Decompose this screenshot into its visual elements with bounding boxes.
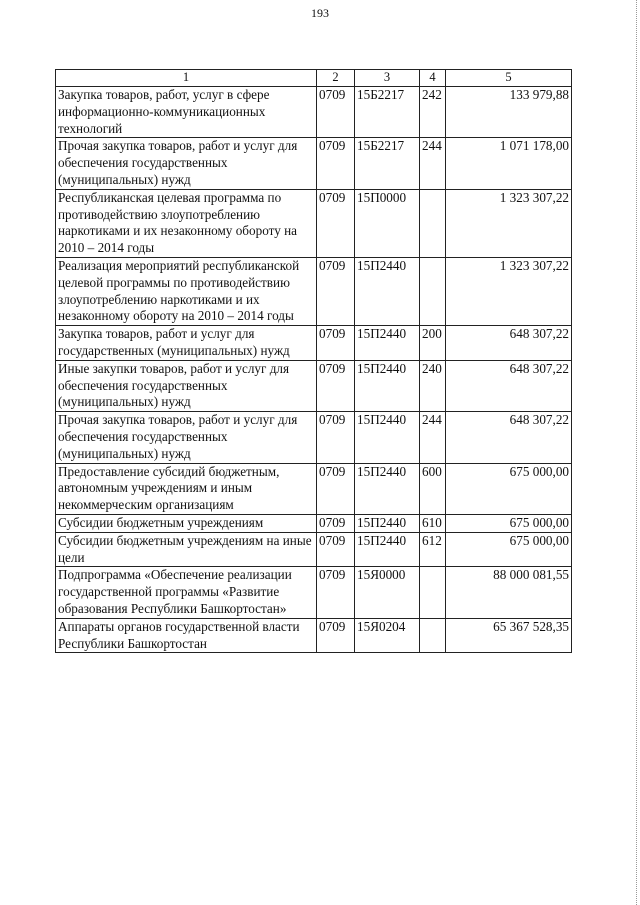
budget-table bbox=[55, 69, 572, 653]
row-kind-cell: 610 bbox=[420, 514, 446, 532]
page-number: 193 bbox=[311, 6, 329, 20]
row-amount-cell: 133 979,88 bbox=[446, 87, 572, 138]
row-section-cell: 0709 bbox=[317, 412, 355, 463]
row-kind-cell: 244 bbox=[420, 138, 446, 189]
row-amount-cell: 648 307,22 bbox=[446, 360, 572, 411]
row-target-cell: 15П2440 bbox=[355, 360, 420, 411]
row-section-cell: 0709 bbox=[317, 567, 355, 618]
row-section-cell: 0709 bbox=[317, 532, 355, 567]
row-target-cell: 15Я0000 bbox=[355, 567, 420, 618]
table-row bbox=[56, 326, 572, 361]
row-name-cell: Закупка товаров, работ и услуг для государственных (муниципальных) нужд bbox=[56, 326, 317, 361]
table-body bbox=[56, 87, 572, 653]
row-name-cell: Прочая закупка товаров, работ и услуг для обеспечения государственных (муниципальных) нужд bbox=[56, 412, 317, 463]
header-cell-4: 4 bbox=[420, 70, 446, 87]
row-name-cell: Предоставление субсидий бюджетным, автономным учреждениям и иным некоммерческим организациям bbox=[56, 463, 317, 514]
row-name-cell: Закупка товаров, работ, услуг в сфере информационно-коммуникационных технологий bbox=[56, 87, 317, 138]
row-target-cell: 15Б2217 bbox=[355, 138, 420, 189]
row-amount-cell: 1 071 178,00 bbox=[446, 138, 572, 189]
header-cell-1: 1 bbox=[56, 70, 317, 87]
row-name-cell: Субсидии бюджетным учреждениям на иные цели bbox=[56, 532, 317, 567]
row-amount-cell: 88 000 081,55 bbox=[446, 567, 572, 618]
row-amount-cell: 648 307,22 bbox=[446, 326, 572, 361]
table-row bbox=[56, 618, 572, 653]
row-section-cell: 0709 bbox=[317, 618, 355, 653]
table-row bbox=[56, 87, 572, 138]
row-target-cell: 15П2440 bbox=[355, 257, 420, 325]
row-amount-cell: 1 323 307,22 bbox=[446, 189, 572, 257]
table-header-row bbox=[56, 70, 572, 87]
row-name-cell: Подпрограмма «Обеспечение реализации государственной программы «Развитие образования Республики Башкортостан» bbox=[56, 567, 317, 618]
row-kind-cell: 200 bbox=[420, 326, 446, 361]
header-cell-5: 5 bbox=[446, 70, 572, 87]
row-kind-cell bbox=[420, 189, 446, 257]
row-kind-cell: 600 bbox=[420, 463, 446, 514]
table-row bbox=[56, 463, 572, 514]
table-row bbox=[56, 257, 572, 325]
row-name-cell: Иные закупки товаров, работ и услуг для обеспечения государственных (муниципальных) нужд bbox=[56, 360, 317, 411]
header-cell-3: 3 bbox=[355, 70, 420, 87]
row-section-cell: 0709 bbox=[317, 257, 355, 325]
row-name-cell: Республиканская целевая программа по противодействию злоупотреблению наркотиками и их незаконному обороту на 2010 – 2014 годы bbox=[56, 189, 317, 257]
row-kind-cell: 612 bbox=[420, 532, 446, 567]
row-target-cell: 15П2440 bbox=[355, 412, 420, 463]
row-section-cell: 0709 bbox=[317, 87, 355, 138]
row-kind-cell: 240 bbox=[420, 360, 446, 411]
table-row bbox=[56, 412, 572, 463]
table-row bbox=[56, 514, 572, 532]
row-amount-cell: 675 000,00 bbox=[446, 463, 572, 514]
table-row bbox=[56, 567, 572, 618]
row-target-cell: 15П2440 bbox=[355, 326, 420, 361]
row-amount-cell: 648 307,22 bbox=[446, 412, 572, 463]
row-section-cell: 0709 bbox=[317, 360, 355, 411]
header-cell-2: 2 bbox=[317, 70, 355, 87]
table-row bbox=[56, 532, 572, 567]
row-kind-cell bbox=[420, 257, 446, 325]
row-kind-cell: 242 bbox=[420, 87, 446, 138]
row-target-cell: 15Я0204 bbox=[355, 618, 420, 653]
row-kind-cell: 244 bbox=[420, 412, 446, 463]
row-target-cell: 15П2440 bbox=[355, 514, 420, 532]
table-row bbox=[56, 189, 572, 257]
row-kind-cell bbox=[420, 618, 446, 653]
table-row bbox=[56, 360, 572, 411]
row-target-cell: 15П0000 bbox=[355, 189, 420, 257]
row-name-cell: Субсидии бюджетным учреждениям bbox=[56, 514, 317, 532]
row-amount-cell: 1 323 307,22 bbox=[446, 257, 572, 325]
row-name-cell: Реализация мероприятий республиканской целевой программы по противодействию злоупотреблению наркотиками и их незаконному обороту на 2010 – 2014 годы bbox=[56, 257, 317, 325]
row-section-cell: 0709 bbox=[317, 189, 355, 257]
row-section-cell: 0709 bbox=[317, 326, 355, 361]
row-kind-cell bbox=[420, 567, 446, 618]
scan-edge bbox=[636, 0, 640, 905]
table-row bbox=[56, 138, 572, 189]
row-target-cell: 15П2440 bbox=[355, 532, 420, 567]
row-amount-cell: 675 000,00 bbox=[446, 514, 572, 532]
row-section-cell: 0709 bbox=[317, 514, 355, 532]
row-target-cell: 15П2440 bbox=[355, 463, 420, 514]
row-section-cell: 0709 bbox=[317, 138, 355, 189]
row-name-cell: Аппараты органов государственной власти Республики Башкортостан bbox=[56, 618, 317, 653]
row-amount-cell: 65 367 528,35 bbox=[446, 618, 572, 653]
row-section-cell: 0709 bbox=[317, 463, 355, 514]
row-amount-cell: 675 000,00 bbox=[446, 532, 572, 567]
row-name-cell: Прочая закупка товаров, работ и услуг для обеспечения государственных (муниципальных) нужд bbox=[56, 138, 317, 189]
row-target-cell: 15Б2217 bbox=[355, 87, 420, 138]
